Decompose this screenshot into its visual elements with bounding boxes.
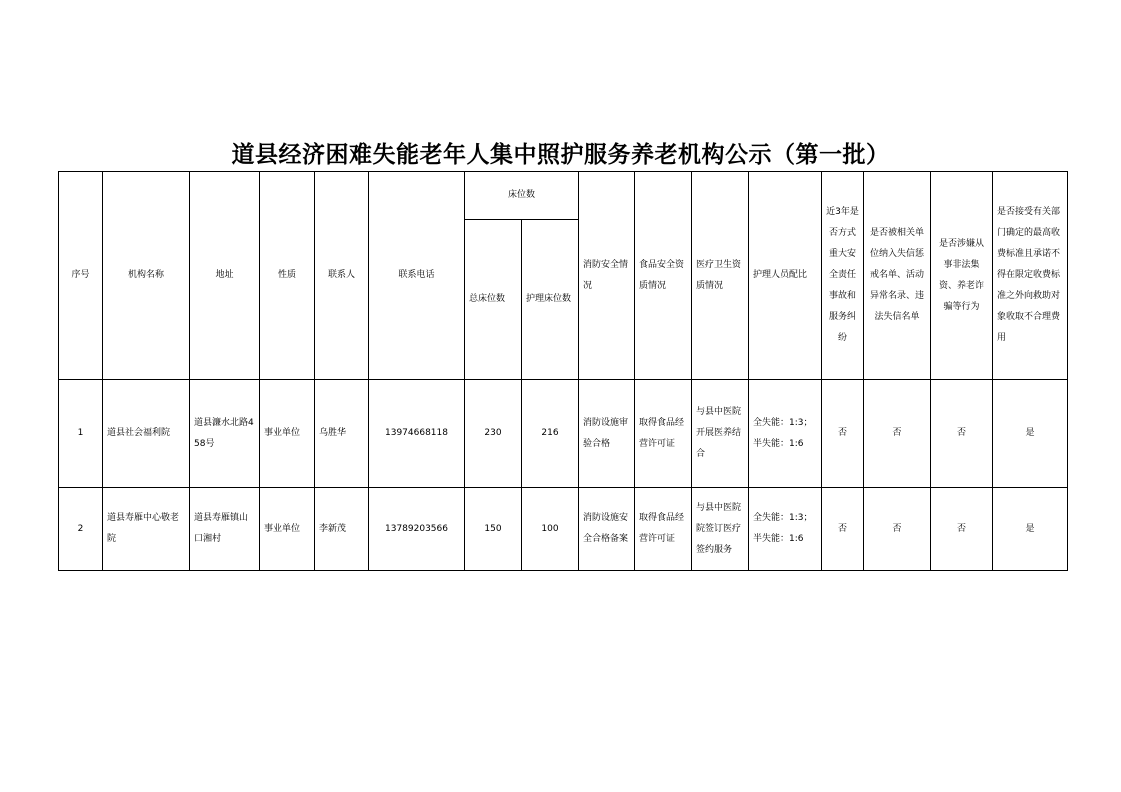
header-phone: 联系电话	[369, 172, 465, 380]
header-accident: 近3年是否方式重大安全责任事故和服务纠纷	[822, 172, 864, 380]
header-address: 地址	[190, 172, 260, 380]
header-fee: 是否接受有关部门确定的最高收费标准且承诺不得在限定收费标准之外向救助对象收取不合理费用	[993, 172, 1068, 380]
cell-staff-ratio: 全失能：1:3；半失能：1:6	[749, 380, 822, 488]
cell-nature: 事业单位	[260, 380, 315, 488]
cell-total-beds: 150	[465, 488, 522, 571]
cell-contact: 乌胜华	[315, 380, 369, 488]
cell-illegal: 否	[931, 488, 993, 571]
cell-accident: 否	[822, 488, 864, 571]
cell-care-beds: 100	[522, 488, 579, 571]
cell-name: 道县社会福利院	[103, 380, 190, 488]
header-name: 机构名称	[103, 172, 190, 380]
page-title: 道县经济困难失能老年人集中照护服务养老机构公示（第一批）	[231, 141, 890, 168]
cell-care-beds: 216	[522, 380, 579, 488]
cell-blacklist: 否	[864, 380, 931, 488]
cell-illegal: 否	[931, 380, 993, 488]
cell-address: 道县寿雁镇山口湘村	[190, 488, 260, 571]
cell-medical: 与县中医院院签订医疗签约服务	[692, 488, 749, 571]
header-fire-safety: 消防安全情况	[579, 172, 635, 380]
header-illegal: 是否涉嫌从事非法集资、养老诈骗等行为	[931, 172, 993, 380]
header-care-beds: 护理床位数	[522, 220, 579, 380]
cell-medical: 与县中医院开展医养结合	[692, 380, 749, 488]
header-row-1	[59, 172, 1068, 220]
header-contact: 联系人	[315, 172, 369, 380]
cell-address: 道县濂水北路458号	[190, 380, 260, 488]
cell-fire-safety: 消防设施安全合格备案	[579, 488, 635, 571]
cell-fire-safety: 消防设施审验合格	[579, 380, 635, 488]
cell-seq: 1	[59, 380, 103, 488]
cell-total-beds: 230	[465, 380, 522, 488]
header-nature: 性质	[260, 172, 315, 380]
table-row	[59, 488, 1068, 571]
header-staff-ratio: 护理人员配比	[749, 172, 822, 380]
cell-fee: 是	[993, 488, 1068, 571]
header-blacklist: 是否被相关单位纳入失信惩戒名单、活动异常名录、违法失信名单	[864, 172, 931, 380]
cell-phone: 13789203566	[369, 488, 465, 571]
cell-name: 道县寿雁中心敬老院	[103, 488, 190, 571]
cell-food-safety: 取得食品经营许可证	[635, 380, 692, 488]
cell-contact: 李新茂	[315, 488, 369, 571]
table-row	[59, 380, 1068, 488]
cell-blacklist: 否	[864, 488, 931, 571]
header-total-beds: 总床位数	[465, 220, 522, 380]
header-beds: 床位数	[465, 172, 579, 220]
header-medical: 医疗卫生资质情况	[692, 172, 749, 380]
cell-accident: 否	[822, 380, 864, 488]
cell-food-safety: 取得食品经营许可证	[635, 488, 692, 571]
cell-fee: 是	[993, 380, 1068, 488]
header-seq: 序号	[59, 172, 103, 380]
cell-phone: 13974668118	[369, 380, 465, 488]
cell-nature: 事业单位	[260, 488, 315, 571]
cell-seq: 2	[59, 488, 103, 571]
cell-staff-ratio: 全失能：1:3；半失能：1:6	[749, 488, 822, 571]
header-food-safety: 食品安全资质情况	[635, 172, 692, 380]
institution-table	[58, 171, 1068, 571]
